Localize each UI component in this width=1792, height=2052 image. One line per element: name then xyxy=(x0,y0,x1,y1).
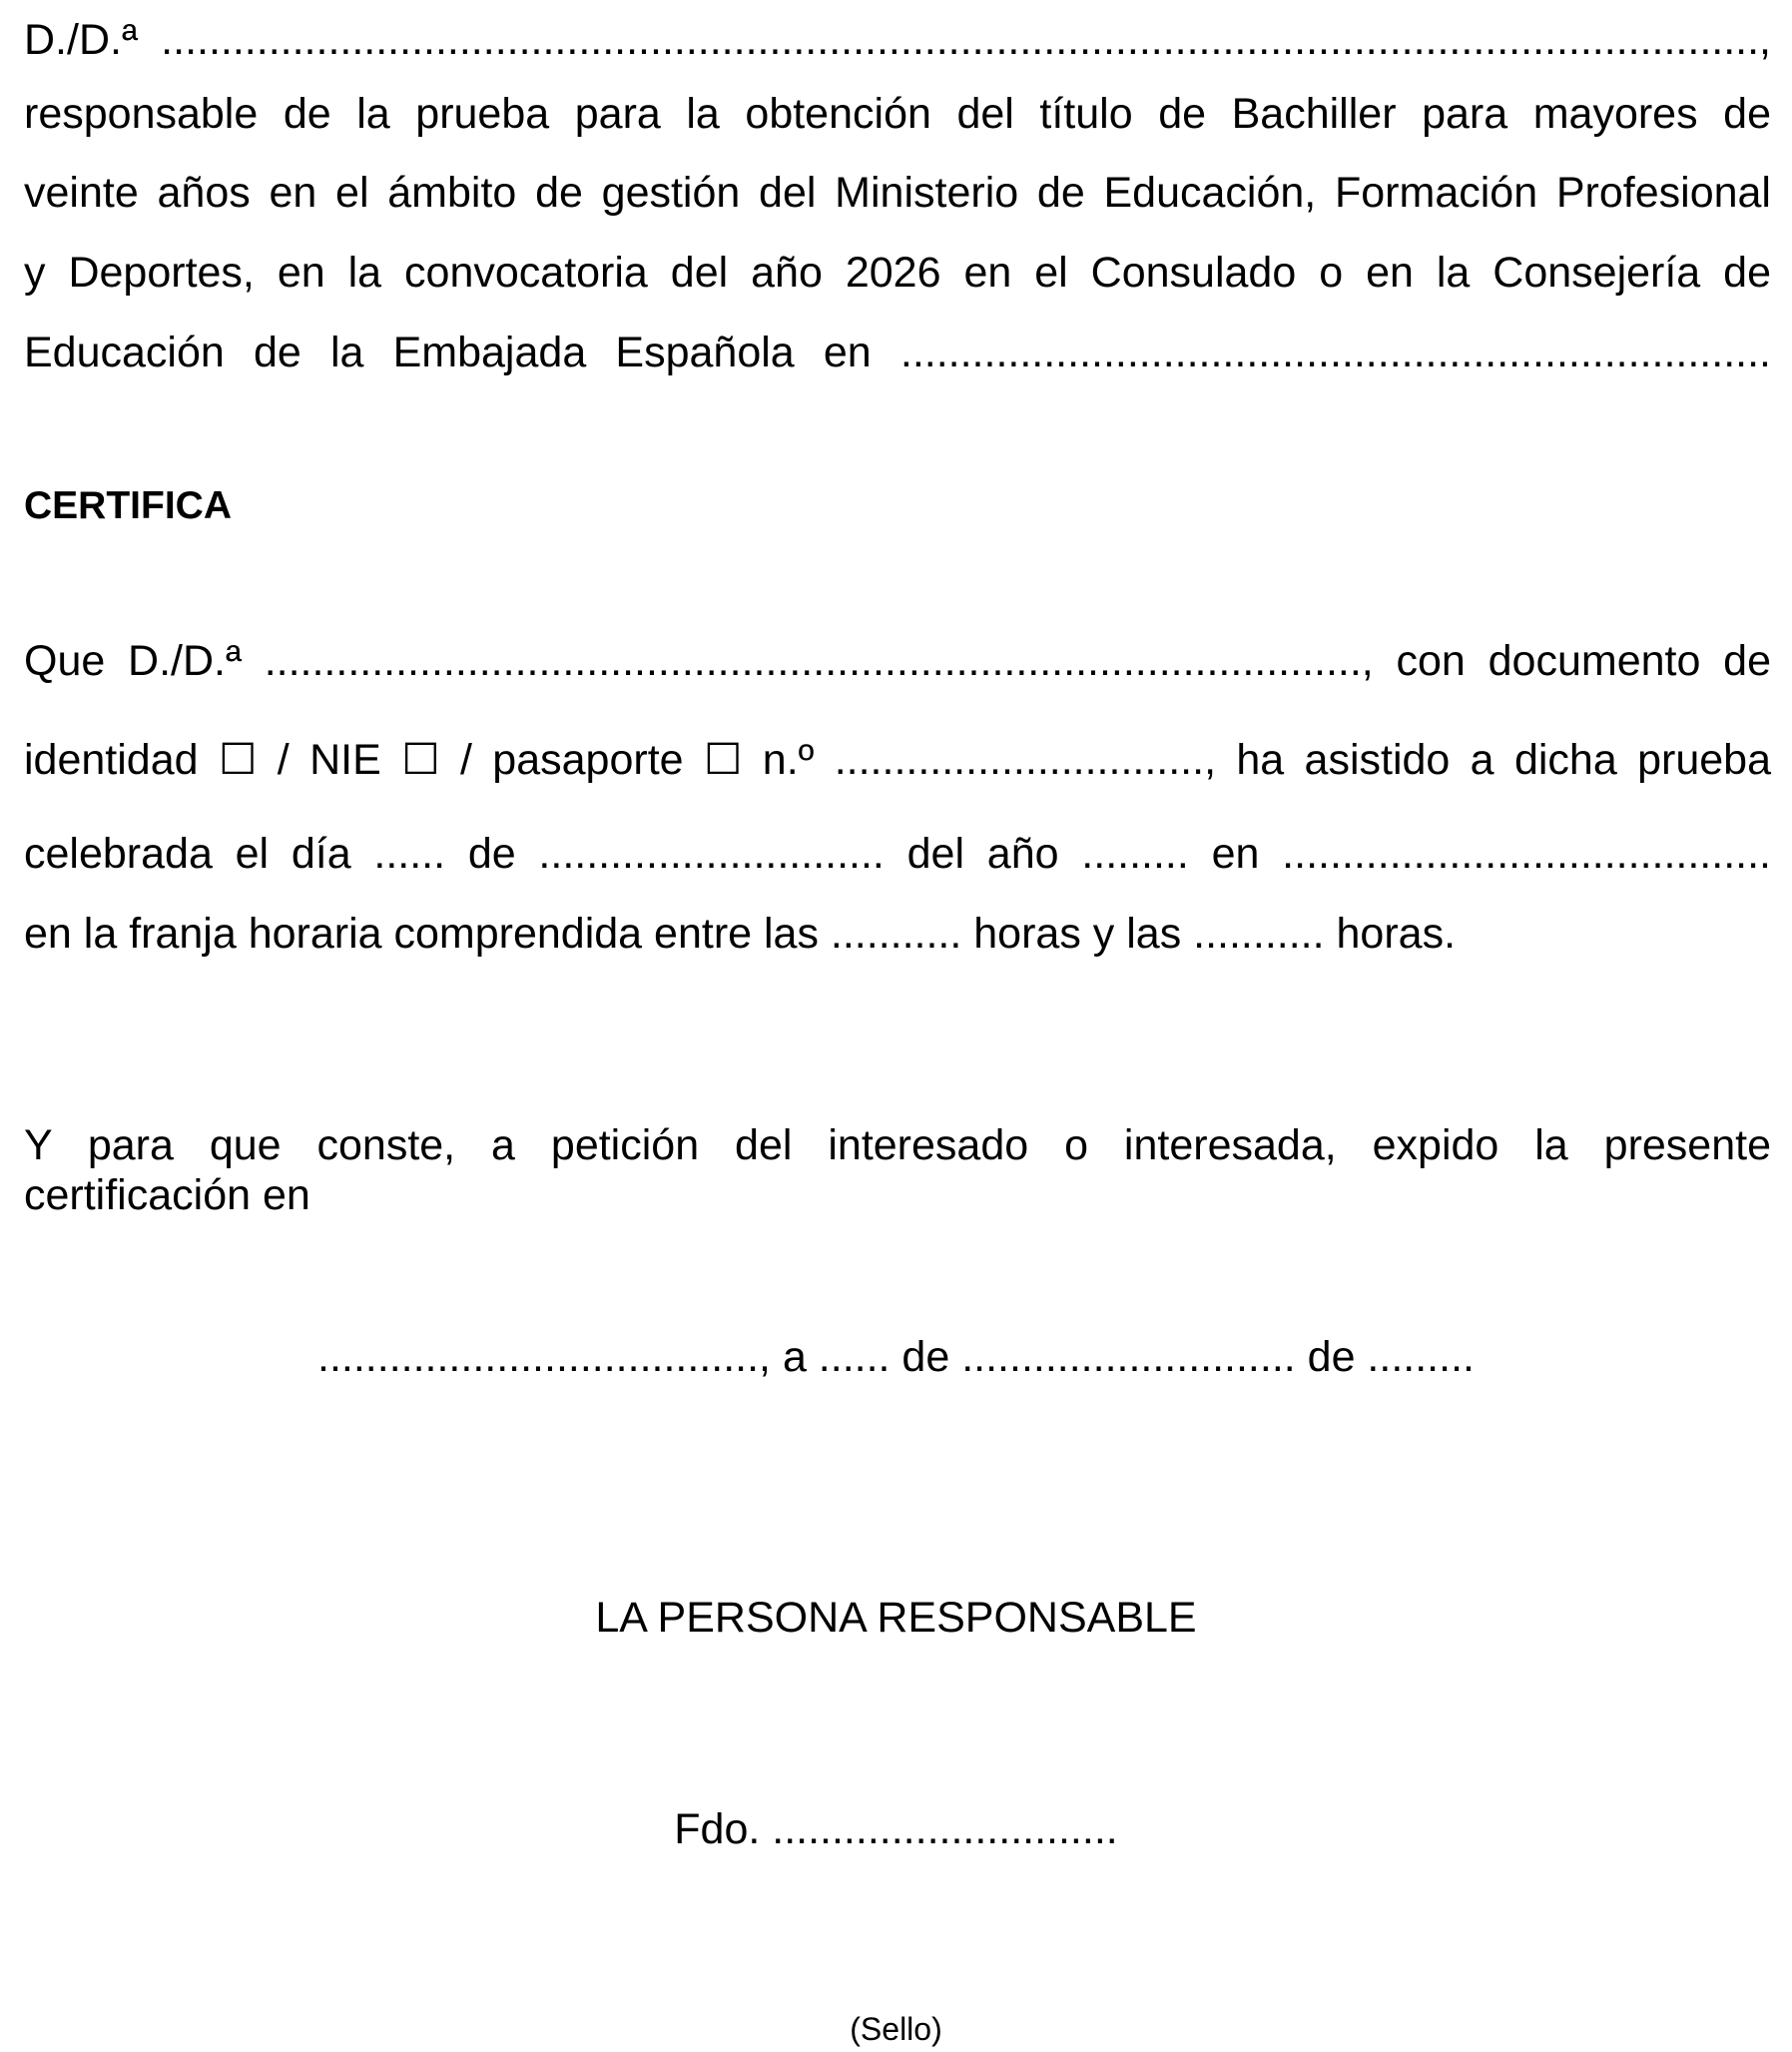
signature-line: Fdo. ............................. xyxy=(674,1805,1118,1853)
intro-line-3: veinte años en el ámbito de gestión del Ministerio de Educación, Formación Profesional xyxy=(24,169,1771,217)
closing-line-2: certificación en xyxy=(24,1171,310,1219)
intro-line-1: D./D.ª ......................................................................................................................................, xyxy=(24,16,1771,64)
certifies-line-2: identidad ☐ / NIE ☐ / pasaporte ☐ n.º ..............................., ha asistido a dicha prueba xyxy=(24,736,1771,784)
certifies-line-1: Que D./D.ª ............................................................................................, con documento de xyxy=(24,637,1771,685)
intro-line-5: Educación de la Embajada Española en ......................................................................... xyxy=(24,329,1771,376)
stamp-label: (Sello) xyxy=(850,2011,942,2047)
place-date-line: ....................................., a ...... de ............................ de ......... xyxy=(317,1333,1475,1381)
closing-line-1: Y para que conste, a petición del interesado o interesada, expido la presente xyxy=(24,1121,1771,1169)
signatory-title: LA PERSONA RESPONSABLE xyxy=(595,1594,1197,1642)
intro-line-2: responsable de la prueba para la obtención del título de Bachiller para mayores de xyxy=(24,90,1771,138)
intro-line-4: y Deportes, en la convocatoria del año 2026 en el Consulado o en la Consejería de xyxy=(24,249,1771,297)
certifica-heading: CERTIFICA xyxy=(24,484,232,527)
certifies-line-4: en la franja horaria comprendida entre las ........... horas y las ........... horas. xyxy=(24,910,1457,958)
certifies-line-3: celebrada el día ...... de ............................. del año ......... en ......................................... xyxy=(24,830,1771,878)
